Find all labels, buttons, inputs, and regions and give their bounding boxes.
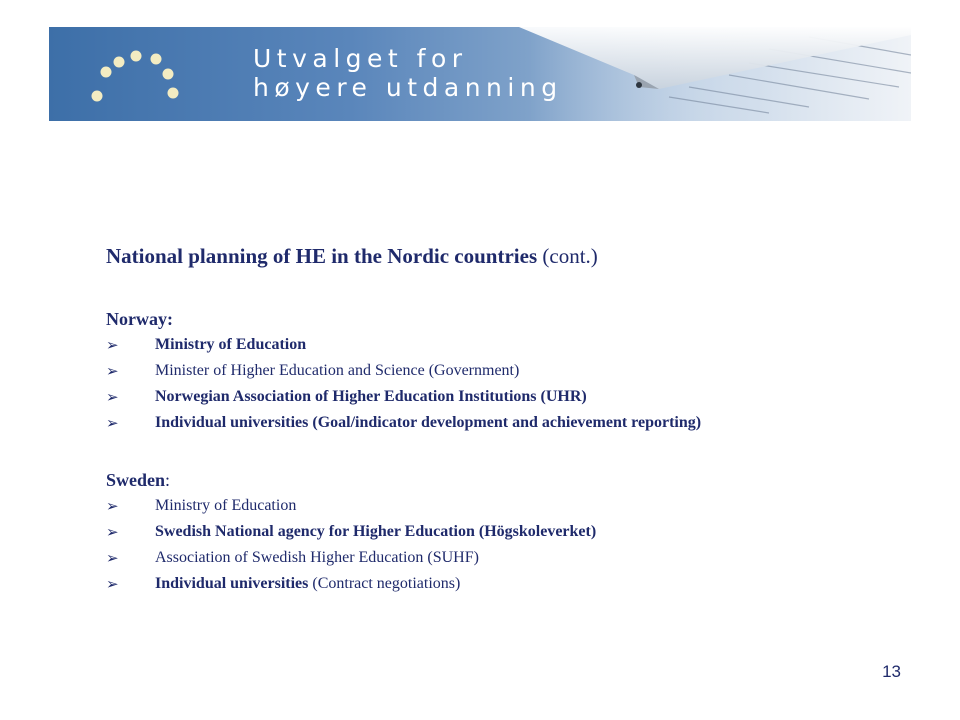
list-item-bold: Individual universities (155, 575, 309, 592)
slide-title (106, 244, 598, 269)
norway-heading: Norway: (106, 309, 173, 329)
sweden-heading (106, 470, 170, 491)
slide-title-suffix: (cont.) (537, 244, 598, 268)
arrow-bullet-icon: ➢ (106, 497, 119, 515)
list-item-text: Ministry of Education (155, 336, 307, 353)
banner-title-line1: Utvalget for (253, 44, 468, 73)
banner-title-line2: høyere utdanning (253, 73, 563, 102)
dots-logo-icon (49, 27, 249, 121)
list-item-text (155, 519, 596, 545)
arrow-bullet-icon: ➢ (106, 523, 119, 541)
arrow-bullet-icon: ➢ (106, 549, 119, 567)
list-item-text (155, 571, 460, 597)
arrow-bullet-icon: ➢ (106, 362, 119, 380)
arrow-bullet-icon: ➢ (106, 336, 119, 354)
sweden-heading-colon: : (165, 470, 171, 490)
list-item-text: Individual universities (Goal/indicator development and achievement reporting) (155, 414, 702, 431)
list-item-bold: Swedish National agency for Higher Education (Högskoleverket) (155, 523, 597, 540)
list-item-text: Norwegian Association of Higher Education Institutions (UHR) (155, 388, 587, 405)
slide-title-bold: National planning of HE in the Nordic countries (106, 244, 538, 268)
arrow-bullet-icon: ➢ (106, 575, 119, 593)
header-banner (49, 27, 911, 121)
page-number: 13 (882, 662, 901, 681)
list-item-text: Minister of Higher Education and Science (Government) (155, 362, 520, 379)
sweden-heading-bold: Sweden (106, 470, 166, 490)
arrow-bullet-icon: ➢ (106, 414, 119, 432)
list-item-text (155, 493, 296, 519)
list-item-rest: Association of Swedish Higher Education (SUHF) (155, 549, 479, 566)
arrow-bullet-icon: ➢ (106, 388, 119, 406)
list-item-rest: Ministry of Education (155, 497, 297, 514)
list-item-text (155, 545, 479, 571)
list-item-rest: (Contract negotiations) (308, 575, 461, 592)
